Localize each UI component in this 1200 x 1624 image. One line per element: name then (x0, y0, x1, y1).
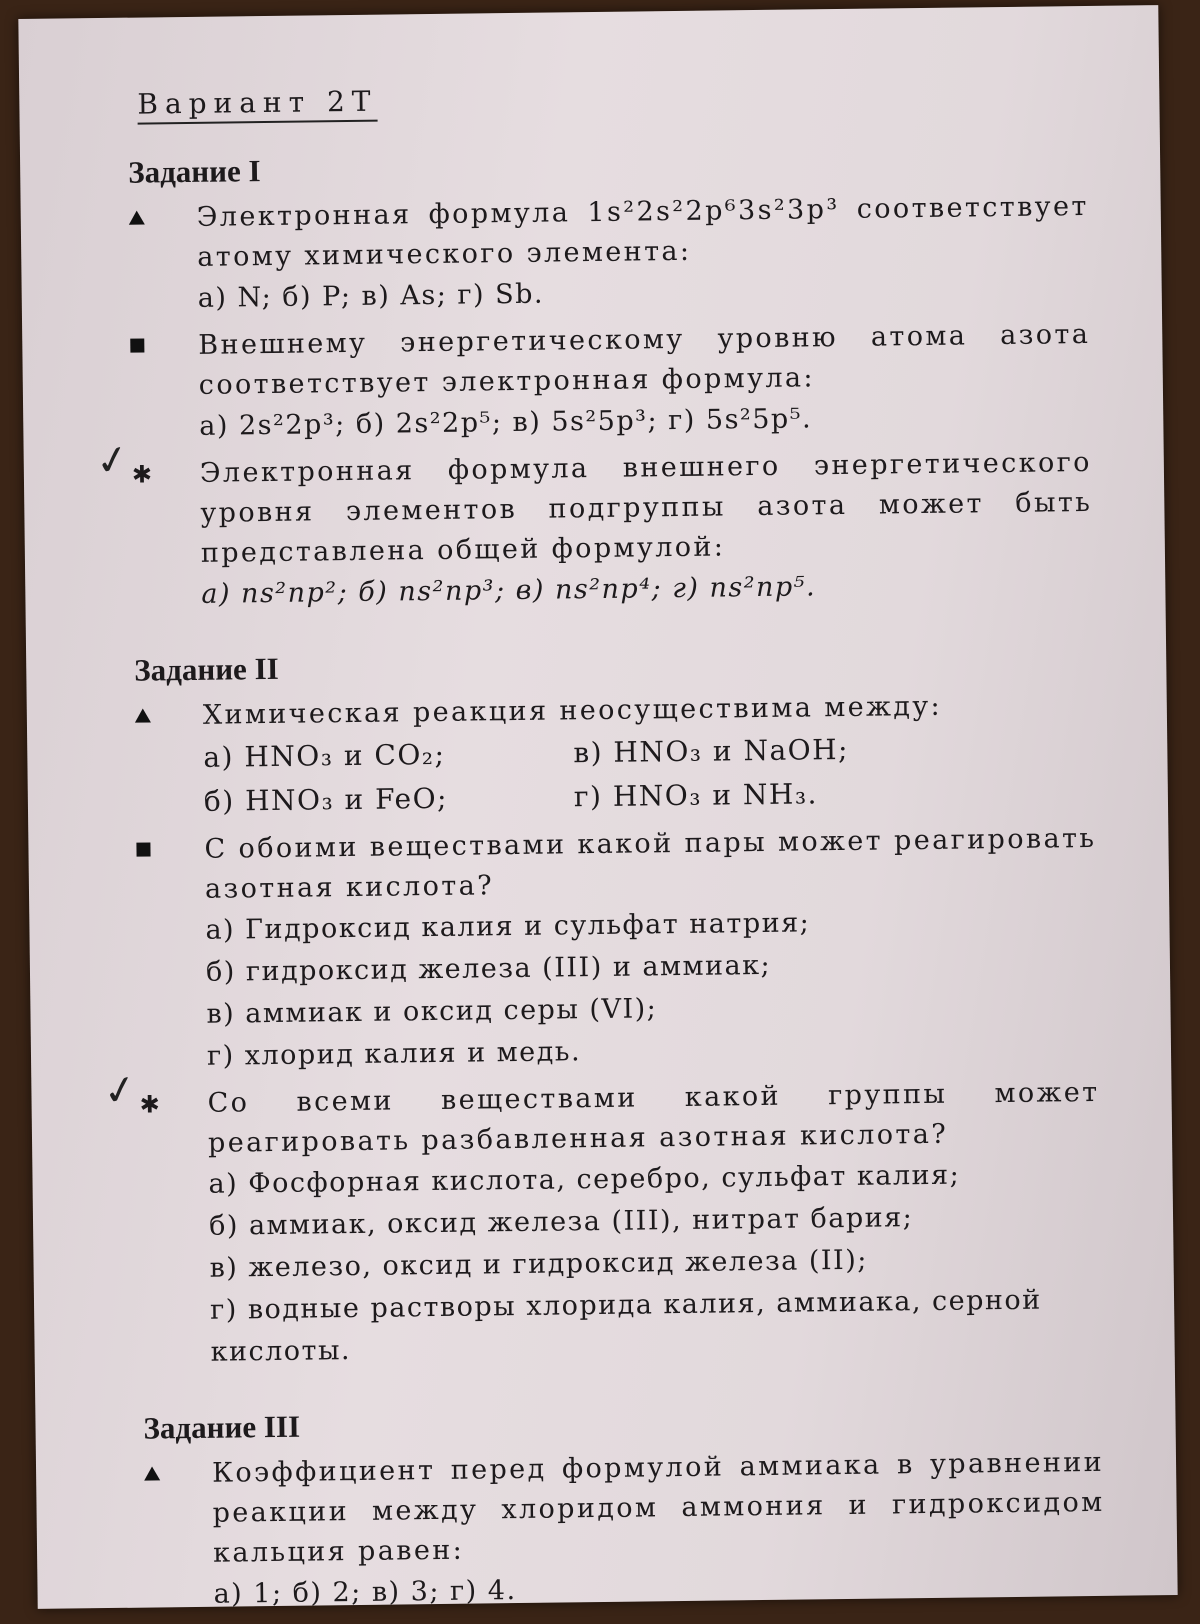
answer-option: в) аммиак и оксид серы (VI); (206, 993, 658, 1030)
task-title: Задание II (134, 650, 279, 688)
answer-options: а) ns²np²; б) ns²np³; в) ns²np⁴; г) ns²np⁵. (201, 571, 817, 610)
square-marker-icon (136, 830, 207, 1079)
answer-option: г) HNO₃ и NH₃. (573, 777, 819, 814)
paper-sheet (18, 5, 1177, 1609)
answer-option: в) HNO₃ и NaOH; (573, 732, 850, 770)
answer-option: б) аммиак, оксид железа (III), нитрат бария; (208, 1202, 914, 1242)
answer-options-grid (203, 725, 1096, 824)
answer-option: а) Фосфорная кислота, серебро, сульфат калия; (208, 1159, 961, 1200)
question-text: Электронная формула внешнего энергетического уровня элементов подгруппы азота может быть представлена общей формулой: (199, 446, 1093, 569)
answer-options: а) 2s²2p³; б) 2s²2p⁵; в) 5s²5p³; г) 5s²5p⁵. (199, 403, 813, 442)
question-text: Со всеми веществами какой группы может реагировать разбавленная азотная кислота? (207, 1076, 1100, 1159)
answer-option: г) хлорид калия и медь. (206, 1036, 582, 1072)
square-marker-icon (130, 326, 199, 449)
answer-option: а) HNO₃ и CO₂; (203, 737, 446, 774)
question (135, 685, 1096, 825)
question (129, 187, 1090, 321)
answer-option: в) железо, оксид и гидроксид железа (II); (209, 1244, 869, 1284)
question (130, 315, 1091, 449)
handwritten-check-icon: ✓ (99, 1065, 141, 1117)
worksheet-content (91, 76, 1106, 1623)
question (144, 1443, 1106, 1617)
variant-title: Вариант 2Т (137, 85, 378, 125)
triangle-marker-icon (135, 696, 205, 825)
question-text: Внешнему энергетическому уровню атома азота соответствует электронная формула: (198, 318, 1091, 401)
task-title: Задание I (127, 153, 261, 190)
answer-option: б) гидроксид железа (III) и аммиак; (205, 949, 772, 988)
task-title: Задание III (143, 1408, 301, 1446)
triangle-marker-icon (144, 1454, 214, 1617)
star-marker-icon: ✓ ✱ (91, 435, 153, 489)
question-text: С обоими веществами какой пары может реагировать азотная кислота? (204, 822, 1097, 905)
question (91, 435, 1094, 617)
question-text: Коэффициент перед формулой аммиака в уравнении реакции между хлоридом аммония и гидроксидом кальция равен: (211, 1446, 1105, 1569)
triangle-marker-icon (129, 198, 198, 321)
answer-option: б) HNO₃ и FeO; (203, 781, 449, 818)
star-marker-icon: ✓ ✱ (99, 1065, 160, 1119)
question-text: Химическая реакция неосуществима между: (202, 690, 943, 731)
question-text: Электронная формула 1s²2s²2p⁶3s²3p³ соответствует атому химического элемента: (196, 190, 1089, 273)
question (136, 819, 1099, 1079)
answer-options: а) 1; б) 2; в) 3; г) 4. (213, 1575, 517, 1610)
answer-option: а) Гидроксид калия и сульфат натрия; (205, 907, 811, 946)
question (99, 1065, 1102, 1375)
answer-options: а) N; б) P; в) As; г) Sb. (197, 278, 545, 314)
answer-option: г) водные растворы хлорида калия, аммиака, серной кислоты. (209, 1284, 1042, 1368)
handwritten-check-icon: ✓ (91, 435, 134, 487)
